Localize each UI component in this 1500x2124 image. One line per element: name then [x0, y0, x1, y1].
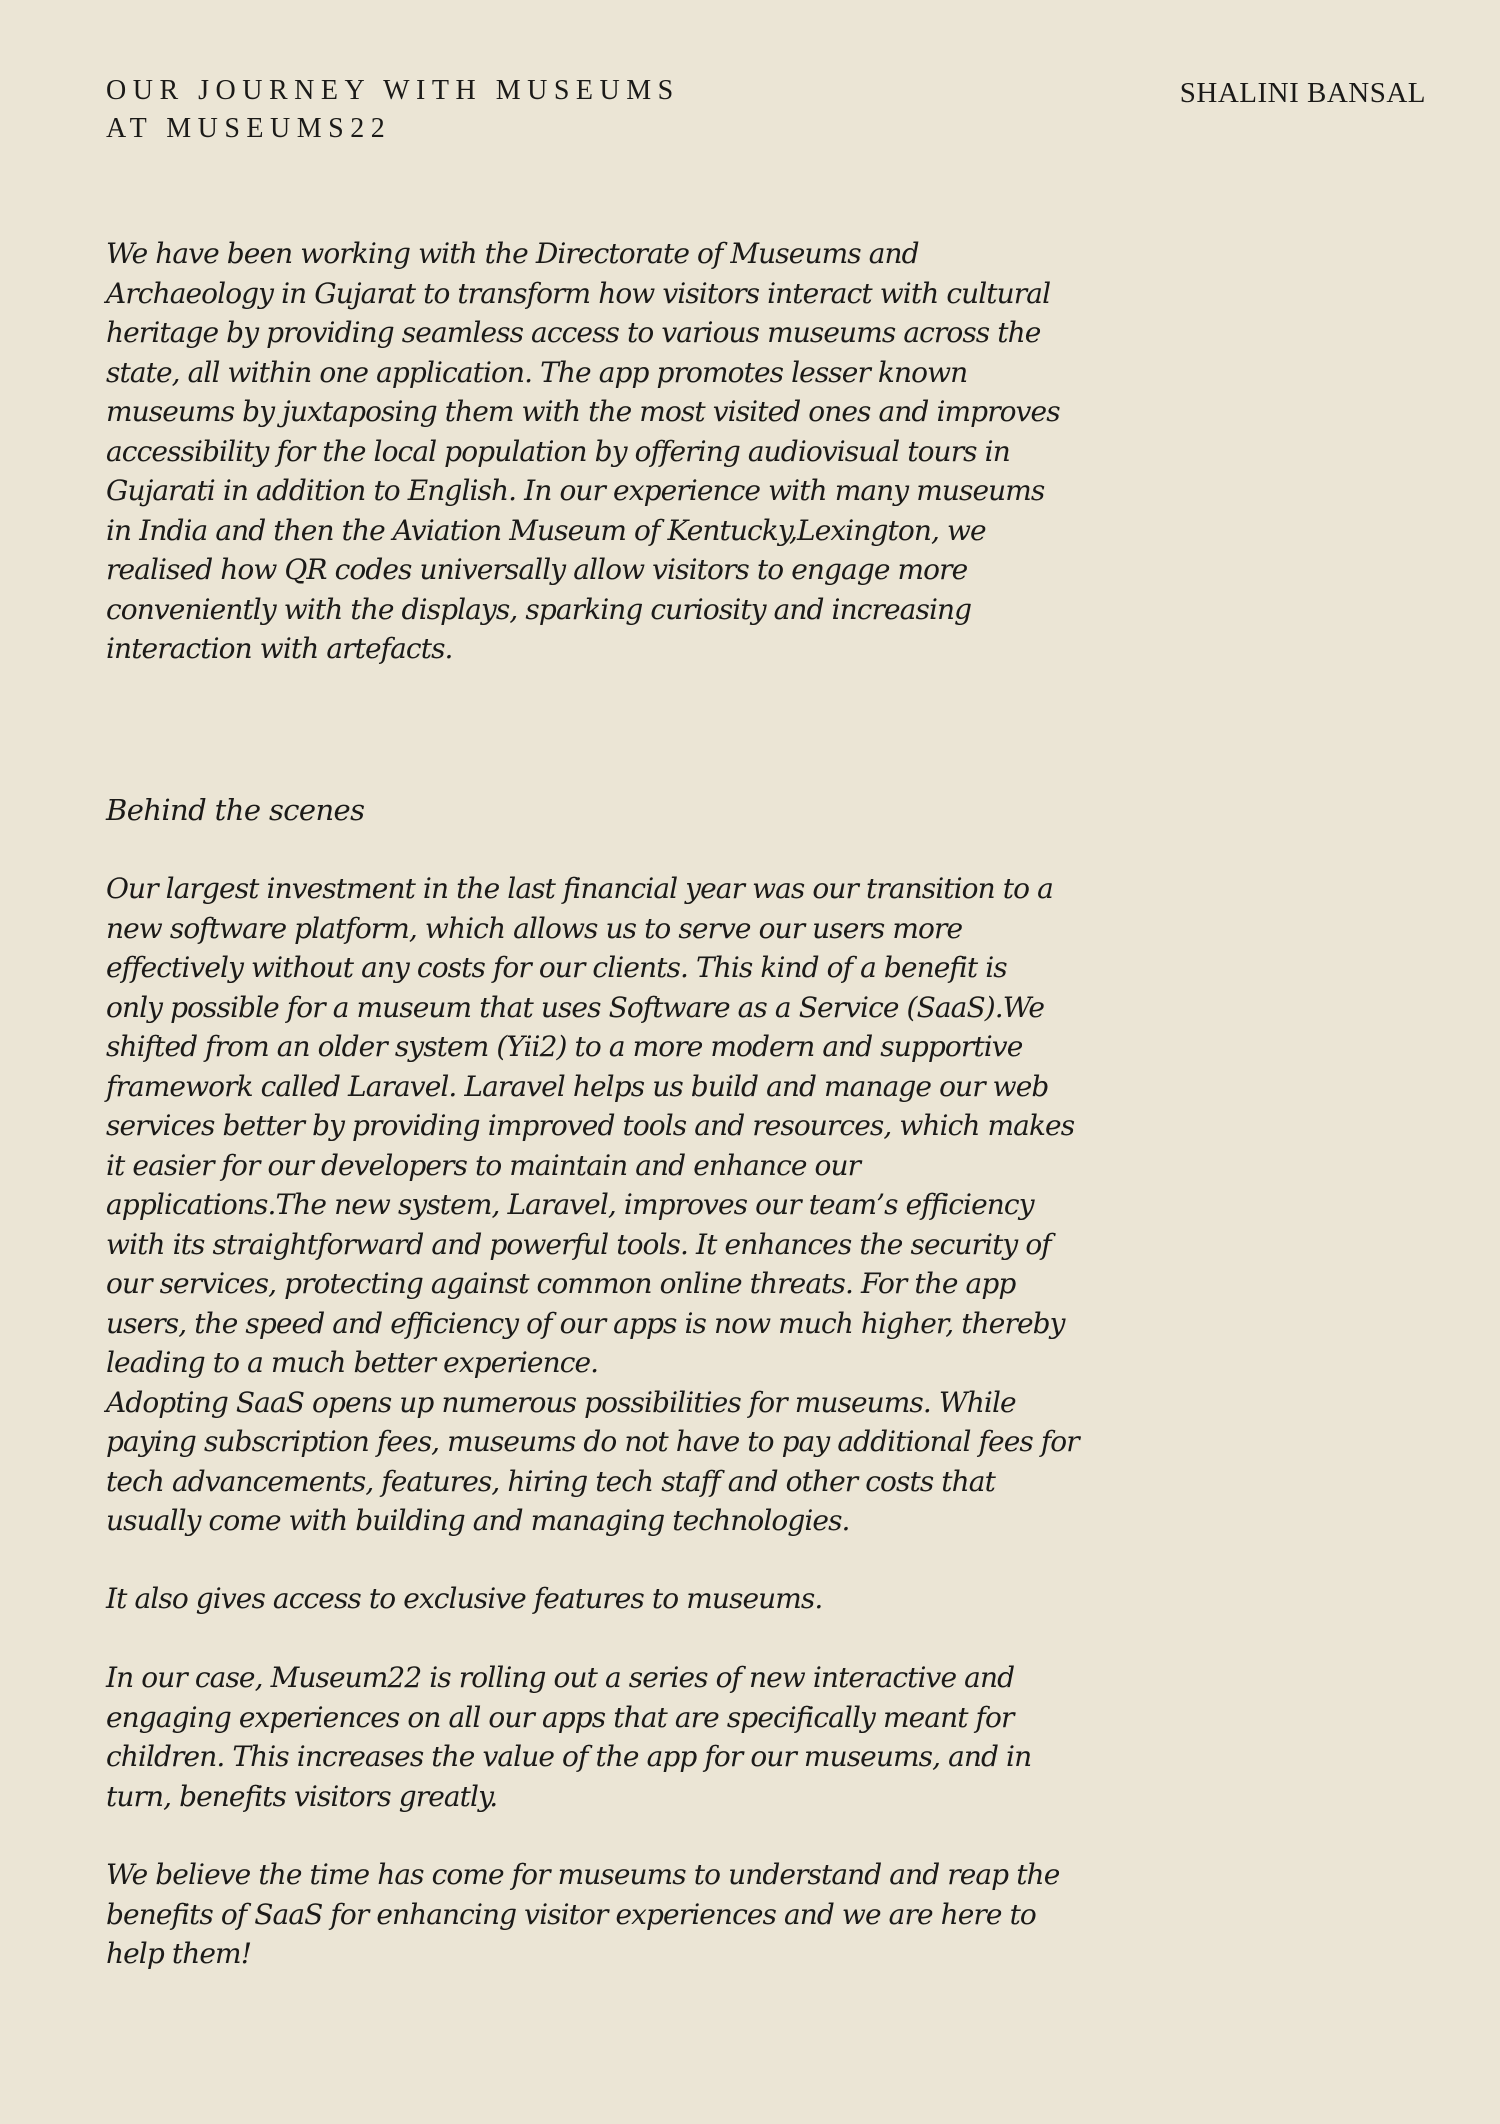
text-line: services better by providing improved tools and resources, which makes	[106, 1109, 1075, 1142]
text-line: applications.The new system, Laravel, improves our team’s efficiency	[106, 1188, 1034, 1221]
text-line: In our case, Museum22 is rolling out a series of new interactive and	[106, 1661, 1015, 1694]
section-heading: Behind the scenes	[106, 793, 365, 827]
text-line: heritage by providing seamless access to various museums across the	[106, 316, 1041, 349]
text-line: Adopting SaaS opens up numerous possibilities for museums. While	[106, 1385, 1016, 1419]
text-line: museums by juxtaposing them with the most visited ones and improves	[106, 395, 1060, 428]
text-line: interaction with artefacts.	[106, 632, 453, 665]
closing-paragraph	[106, 1855, 1136, 1974]
intro-paragraph	[106, 234, 1136, 669]
investment-paragraph	[106, 869, 1136, 1541]
page-title	[106, 72, 680, 148]
text-line: We have been working with the Directorate of Museums and	[106, 237, 919, 270]
text-line: children. This increases the value of the app for our museums, and in	[106, 1740, 1032, 1773]
text-line: help them!	[106, 1937, 252, 1970]
text-line: It also gives access to exclusive features to museums.	[106, 1582, 823, 1615]
text-line: engaging experiences on all our apps that are specifically meant for	[106, 1700, 1014, 1734]
text-line: our services, protecting against common online threats. For the app	[106, 1267, 1016, 1300]
author-name: SHALINI BANSAL	[1179, 77, 1426, 109]
text-line: with its straightforward and powerful tools. It enhances the security of	[106, 1227, 1051, 1261]
text-line: framework called Laravel. Laravel helps us build and manage our web	[106, 1069, 1049, 1103]
exclusive-features-paragraph	[106, 1579, 1136, 1619]
text-line: conveniently with the displays, sparking curiosity and increasing	[106, 592, 972, 626]
text-line: turn, benefits visitors greatly.	[106, 1779, 498, 1813]
page-title-line-1: OUR JOURNEY WITH MUSEUMS	[106, 75, 680, 106]
text-line: tech advancements, features, hiring tech staff and other costs that	[106, 1464, 995, 1498]
text-line: accessibility for the local population by offering audiovisual tours in	[106, 434, 1010, 468]
text-line: benefits of SaaS for enhancing visitor experiences and we are here to	[106, 1897, 1036, 1931]
text-line: effectively without any costs for our clients. This kind of a benefit is	[106, 951, 1007, 984]
museum22-paragraph	[106, 1658, 1136, 1816]
text-line: leading to a much better experience.	[106, 1346, 599, 1379]
text-line: it easier for our developers to maintain and enhance our	[106, 1148, 861, 1182]
text-line: state, all within one application. The app promotes lesser known	[106, 355, 968, 389]
text-line: users, the speed and efficiency of our apps is now much higher, thereby	[106, 1306, 1065, 1340]
text-line: realised how QR codes universally allow visitors to engage more	[106, 553, 968, 586]
text-line: only possible for a museum that uses Software as a Service (SaaS).We	[106, 990, 1045, 1024]
text-line: We believe the time has come for museums to understand and reap the	[106, 1858, 1060, 1891]
text-line: Our largest investment in the last financial year was our transition to a	[106, 872, 1053, 905]
text-line: usually come with building and managing technologies.	[106, 1504, 850, 1537]
text-line: shifted from an older system (Yii2) to a more modern and supportive	[106, 1030, 1023, 1063]
text-line: paying subscription fees, museums do not have to pay additional fees for	[106, 1425, 1079, 1458]
text-line: in India and then the Aviation Museum of Kentucky,Lexington, we	[106, 513, 986, 547]
page-title-line-2: AT MUSEUMS22	[106, 113, 392, 144]
text-line: new software platform, which allows us to serve our users more	[106, 911, 963, 945]
text-line: Archaeology in Gujarat to transform how visitors interact with cultural	[106, 276, 1051, 310]
text-line: Gujarati in addition to English. In our experience with many museums	[106, 474, 1045, 507]
